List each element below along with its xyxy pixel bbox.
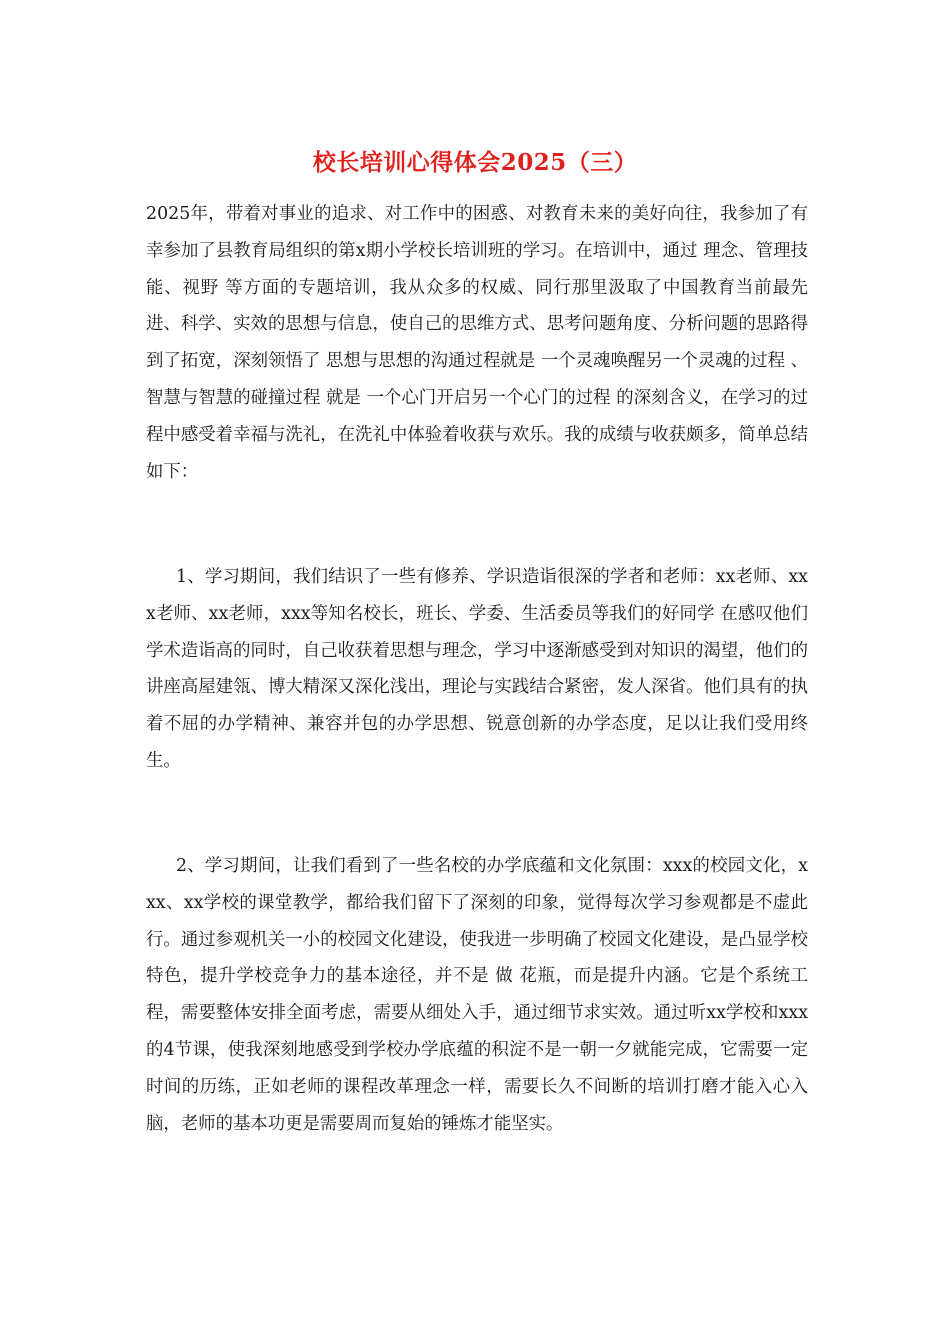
document-title: 校长培训心得体会2025（三） xyxy=(312,149,638,176)
paragraph-point-1: 1、学习期间，我们结识了一些有修养、学识造诣很深的学者和老师：xx老师、xxx老师、xx老师，xxx等知名校长，班长、学委、生活委员等我们的好同学 在感叹他们学术造诣高的同时，自己收获着思想与理念，学习中逐渐感受到对知识的渴望，他们的讲座高屋建瓴、博大精深又深化浅出，理论与实践结合紧密，发人深省。他们具有的执着不屈的办学精神、兼容并包的办学思想、锐意创新的办学态度，足以让我们受用终生。 xyxy=(146,567,808,771)
paragraph-intro: 2025年，带着对事业的追求、对工作中的困惑、对教育未来的美好向往，我参加了有幸参加了县教育局组织的第x期小学校长培训班的学习。在培训中，通过 理念、管理技能、视野 等方面的专题培训，我从众多的权威、同行那里汲取了中国教育当前最先进、科学、实效的思想与信息，使自己的思维方式、思考问题角度、分析问题的思路得到了拓宽，深刻领悟了 思想与思想的沟通过程就是 一个灵魂唤醒另一个灵魂的过程 、 智慧与智慧的碰撞过程 就是 一个心门开启另一个心门的过程 的深刻含义，在学习的过程中感受着幸福与洗礼，在洗礼中体验着收获与欢乐。我的成绩与收获颇多，简单总结如下： xyxy=(146,204,808,482)
paragraph-point-2: 2、学习期间，让我们看到了一些名校的办学底蕴和文化氛围：xxx的校园文化，xxx、xx学校的课堂教学，都给我们留下了深刻的印象，觉得每次学习参观都是不虚此行。通过参观机关一小的校园文化建设，使我进一步明确了校园文化建设，是凸显学校特色，提升学校竞争力的基本途径，并不是 做 花瓶，而是提升内涵。它是个系统工程，需要整体安排全面考虑，需要从细处入手，通过细节求实效。通过听xx学校和xxx的4节课，使我深刻地感受到学校办学底蕴的积淀不是一朝一夕就能完成，它需要一定时间的历练，正如老师的课程改革理念一样，需要长久不间断的培训打磨才能入心入脑，老师的基本功更是需要周而复始的锤炼才能坚实。 xyxy=(146,856,808,1134)
